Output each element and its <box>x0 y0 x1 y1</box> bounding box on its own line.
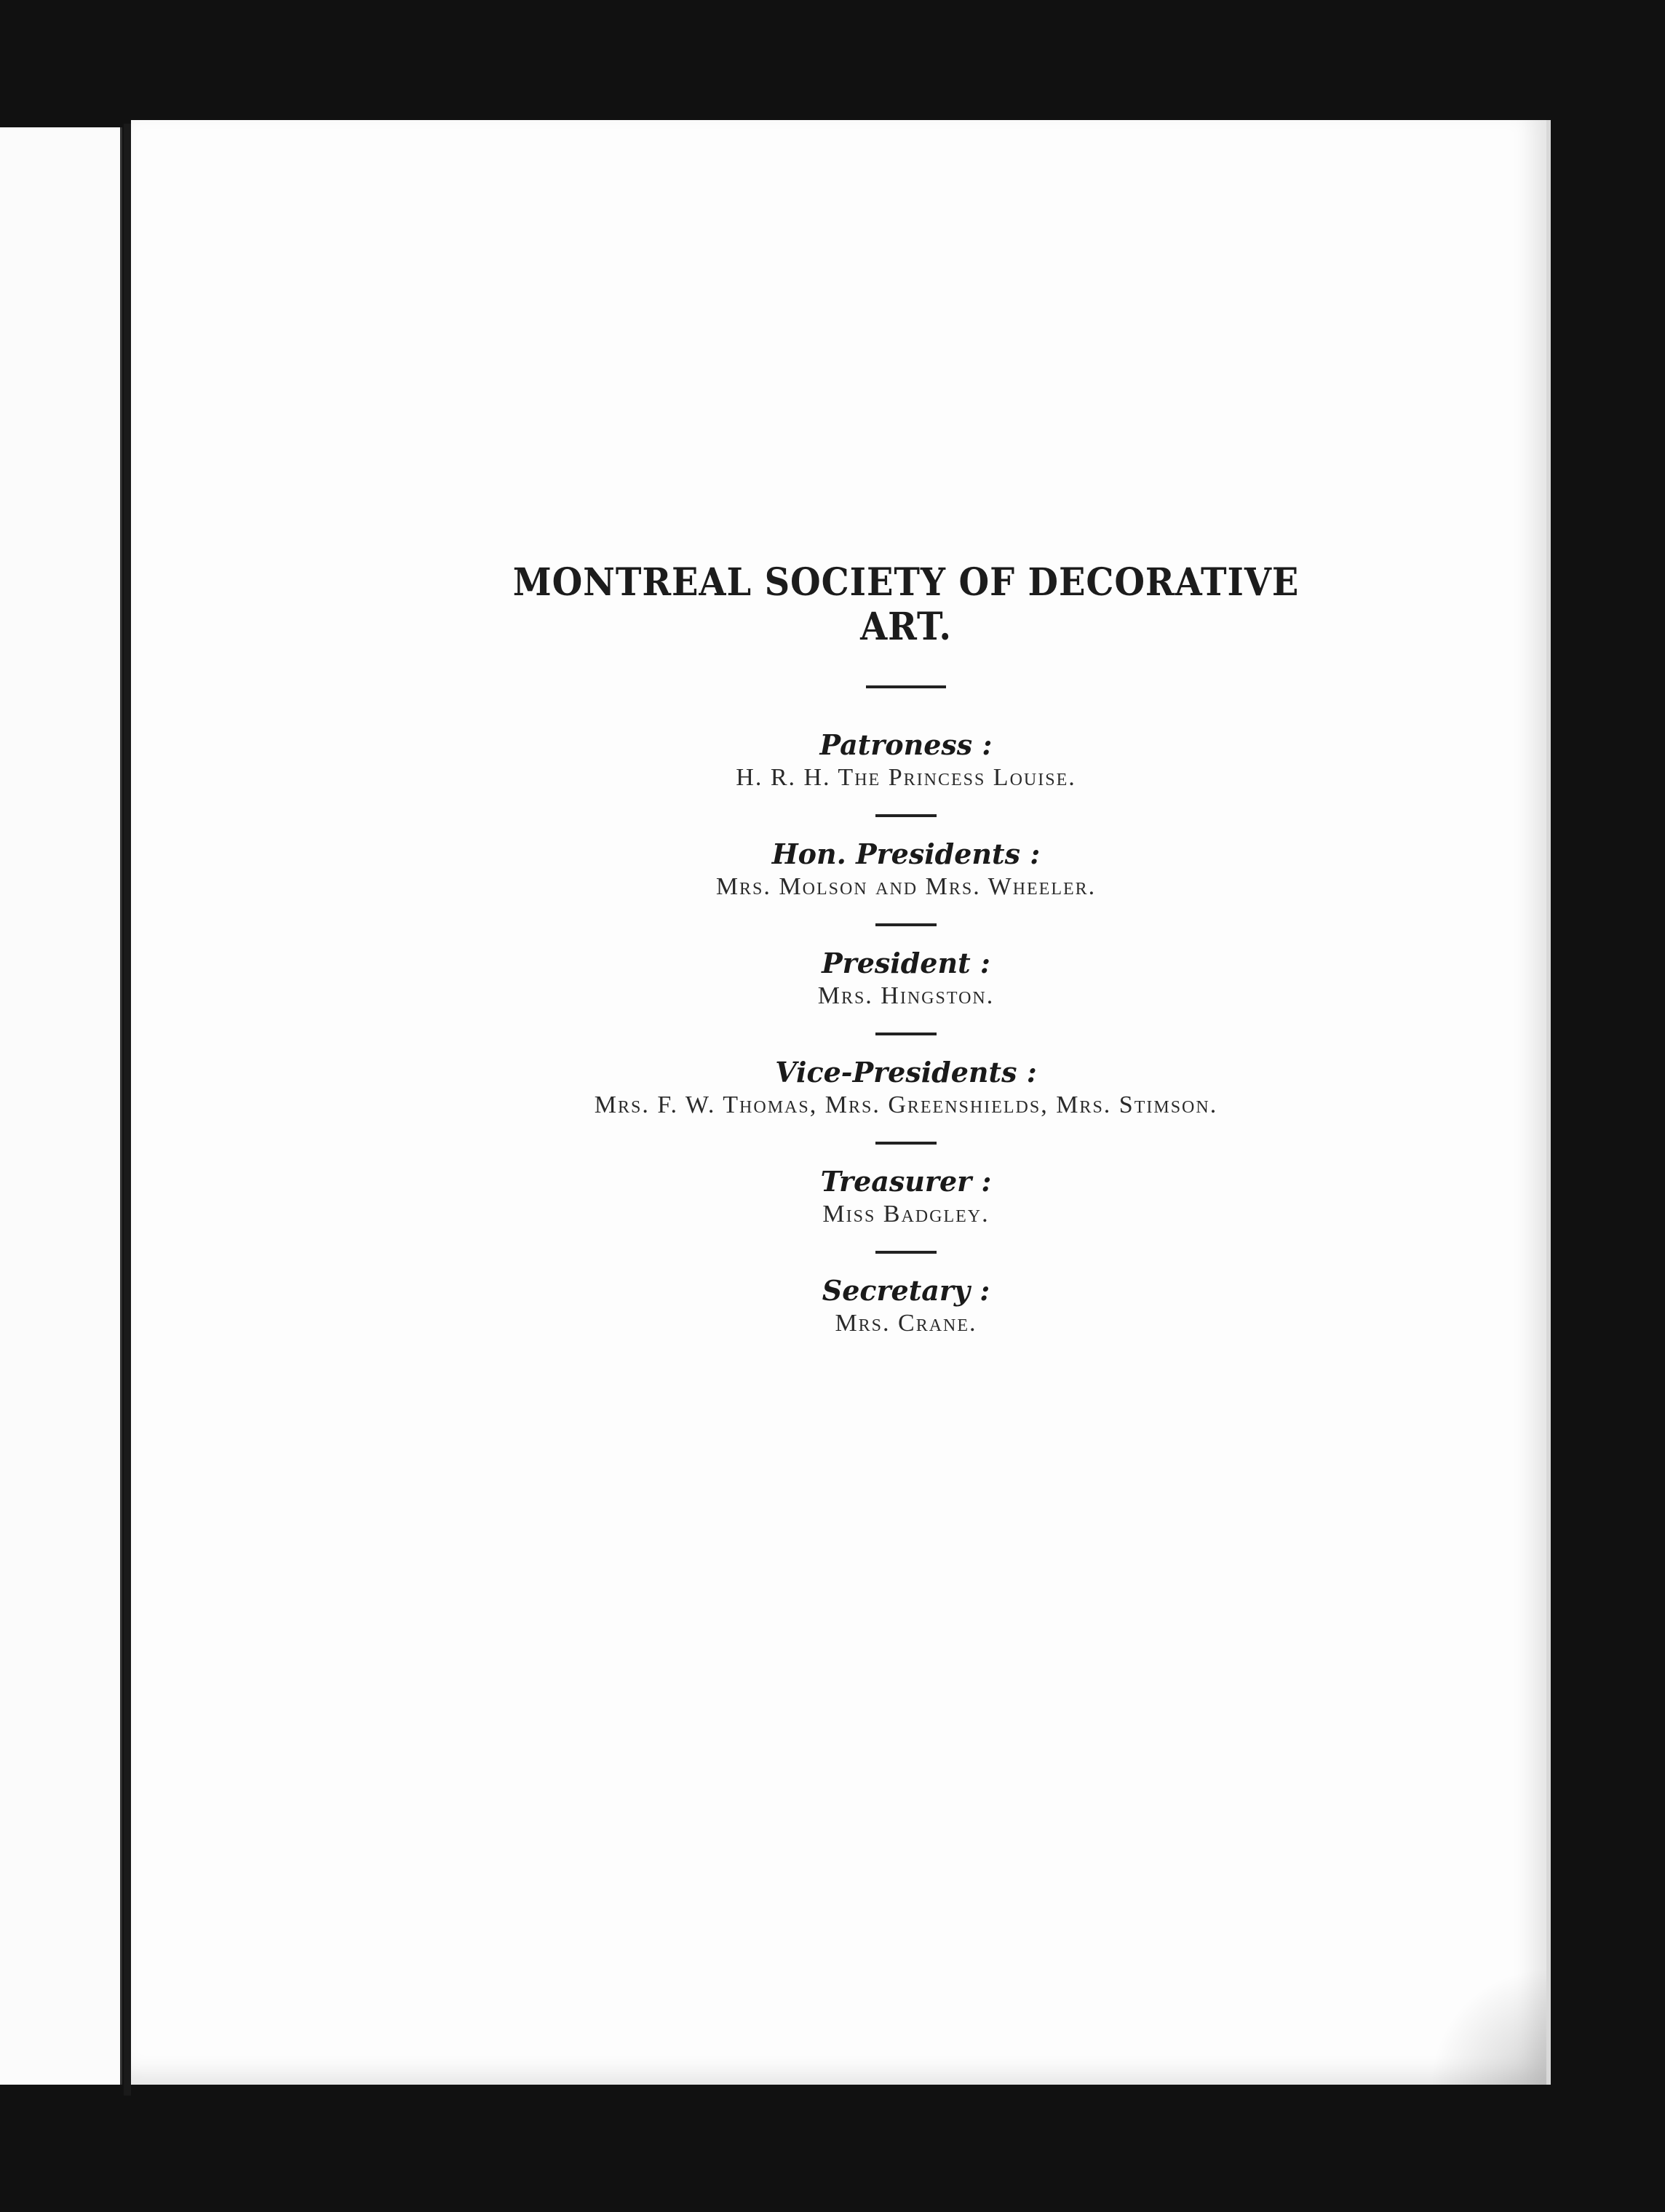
officer-list <box>437 560 1375 1340</box>
section-heading: Hon. Presidents : <box>771 838 1041 870</box>
section-heading: President : <box>822 947 990 979</box>
section-rule <box>875 1142 937 1145</box>
section-treasurer <box>437 1165 1375 1230</box>
section-heading: Secretary : <box>822 1274 990 1307</box>
section-names: Mrs. Crane. <box>835 1310 977 1337</box>
section-names: Mrs. Molson and Mrs. Wheeler. <box>715 873 1097 900</box>
title-rule <box>866 685 946 688</box>
section-heading: Vice-Presidents : <box>775 1056 1037 1089</box>
left-facing-page <box>0 127 122 2085</box>
page-corner-shadow <box>1430 1968 1546 2085</box>
section-vice-presidents <box>437 1056 1375 1121</box>
section-patroness <box>437 728 1375 794</box>
section-names: H. R. H. The Princess Louise. <box>736 764 1076 791</box>
section-rule <box>875 923 937 926</box>
section-names: Mrs. Hingston. <box>817 982 995 1009</box>
section-heading: Patroness : <box>819 728 993 761</box>
page-title: MONTREAL SOCIETY OF DECORATIVE ART. <box>512 560 1300 649</box>
page-gutter <box>124 124 131 2096</box>
section-secretary <box>437 1274 1375 1340</box>
section-rule <box>875 1033 937 1035</box>
section-heading: Treasurer : <box>820 1165 992 1198</box>
section-rule <box>875 1251 937 1254</box>
section-names: Miss Badgley. <box>822 1201 990 1228</box>
section-president <box>437 947 1375 1012</box>
document-page <box>131 120 1551 2085</box>
section-rule <box>875 814 937 817</box>
section-hon-presidents <box>437 838 1375 903</box>
section-names: Mrs. F. W. Thomas, Mrs. Greenshields, Mrs. Stimson. <box>594 1091 1218 1118</box>
